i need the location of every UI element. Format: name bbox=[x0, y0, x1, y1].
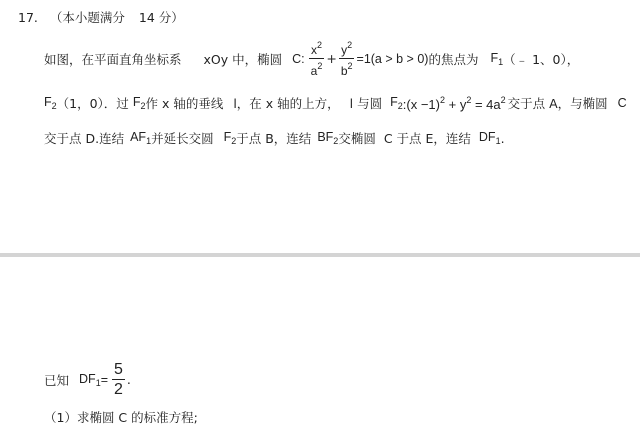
f2-ref: $F_2$ bbox=[132, 95, 146, 111]
fraction-y-over-b: $\frac{y^2}{b^2}$ bbox=[340, 40, 353, 78]
line1-text-b: 的焦点为 bbox=[428, 51, 479, 67]
ellipse-c-label: C bbox=[617, 96, 627, 110]
score-note: （本小题满分 bbox=[49, 10, 125, 25]
line-l-text: l，在 x 轴的上方， bbox=[233, 96, 340, 111]
ellipse-equation-rest: =1(a > b > 0) bbox=[356, 51, 429, 66]
fraction-five-halves bbox=[112, 360, 125, 399]
focus-f1-label: $F_1$ bbox=[490, 50, 504, 67]
line3-text-e: C 于点 E，连结 bbox=[383, 131, 471, 146]
problem-header bbox=[18, 8, 184, 26]
fraction-x-over-a: $\frac{x^2}{a^2}$ bbox=[310, 40, 323, 78]
line3-text-d: 交椭圆 bbox=[338, 131, 376, 146]
problem-number: 17. bbox=[18, 10, 38, 25]
line1-coord-system: xOy 中，椭圆 bbox=[203, 51, 283, 67]
circle-f2-ref: $F_2$ bbox=[223, 130, 237, 146]
given-equals: = bbox=[100, 372, 109, 387]
frac1-numerator: x bbox=[310, 43, 317, 57]
line2-text-b: 交于点 A，与椭圆 bbox=[507, 96, 608, 111]
given-numerator: 5 bbox=[114, 361, 123, 378]
page-divider bbox=[0, 253, 640, 257]
line3-text-a: 交于点 D.连结 bbox=[44, 131, 125, 146]
given-denominator: 2 bbox=[114, 381, 123, 398]
line3-text-b: 并延长交圆 bbox=[151, 131, 214, 146]
circle-equation: :(x $-1)^2 + y^2 = 4a^2$ bbox=[402, 94, 506, 112]
line1-text-a: 如图，在平面直角坐标系 bbox=[44, 51, 182, 67]
given-text: 已知 bbox=[44, 372, 70, 388]
frac2-numerator: y bbox=[341, 43, 348, 57]
focus-f1-coords: （﹣ 1、0）， bbox=[503, 51, 580, 67]
line3-end: . bbox=[500, 130, 505, 146]
score-value: 14 分） bbox=[138, 10, 184, 25]
line-l-text-b: l 与圆 bbox=[349, 96, 383, 111]
question-1: （1）求椭圆 C 的标准方程; bbox=[44, 410, 198, 425]
given-df1: $DF_1$ bbox=[79, 371, 101, 388]
segment-bf2: $BF_2$ bbox=[317, 130, 339, 146]
plus-sign: + bbox=[326, 51, 337, 66]
focus-f2-label: $F_2$ bbox=[44, 95, 57, 111]
frac1-denominator: a bbox=[310, 64, 318, 78]
problem-line-1 bbox=[44, 38, 579, 79]
frac2-denominator: b bbox=[340, 64, 348, 78]
focus-f2-coords: （1，0）．过 bbox=[56, 96, 129, 111]
problem-line-3 bbox=[44, 129, 505, 147]
problem-line-2 bbox=[44, 94, 627, 112]
given-end: . bbox=[126, 372, 131, 387]
given-line bbox=[44, 360, 131, 399]
line3-text-c: 于点 B，连结 bbox=[236, 131, 312, 146]
line2-text-a: 作 x 轴的垂线 bbox=[145, 96, 224, 111]
segment-af1: $AF_1$ bbox=[130, 130, 152, 146]
segment-df1: $DF_1$ bbox=[478, 130, 501, 146]
circle-f2-label: $F_2$ bbox=[390, 95, 403, 111]
curve-name: C: bbox=[292, 51, 305, 66]
